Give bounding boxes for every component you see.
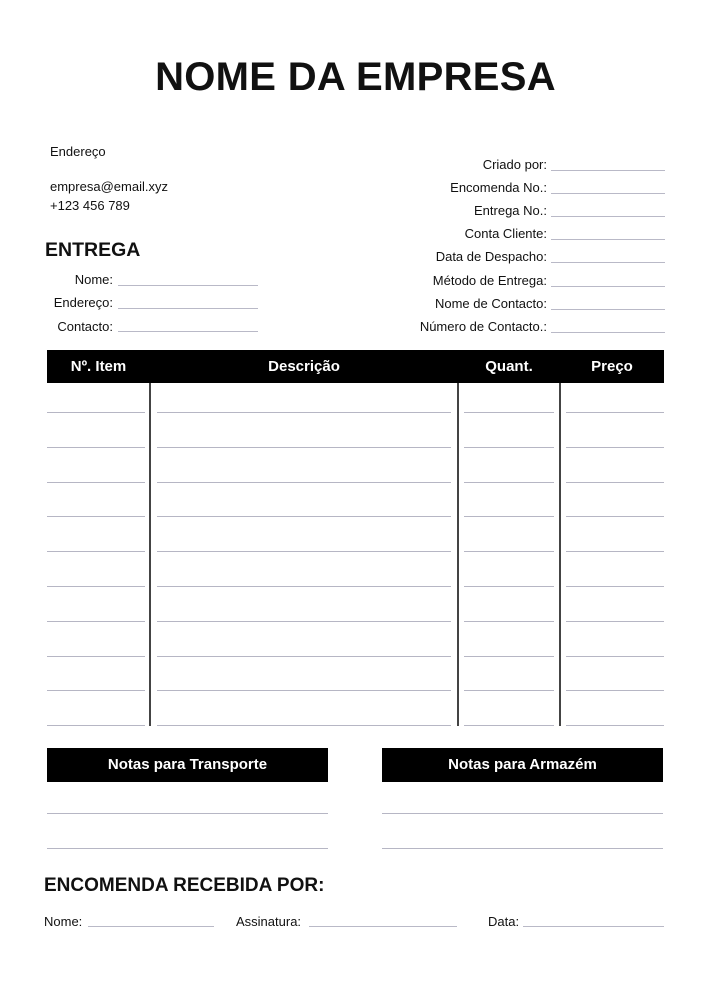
description-cell[interactable] — [157, 447, 451, 448]
column-divider — [457, 383, 459, 726]
signature-label: Assinatura: — [236, 914, 302, 929]
price-cell[interactable] — [566, 621, 664, 622]
company-email: empresa@email.xyz — [50, 179, 168, 194]
order-info-field[interactable] — [551, 193, 665, 194]
description-cell[interactable] — [157, 482, 451, 483]
item-number-cell[interactable] — [47, 725, 145, 726]
price-cell[interactable] — [566, 586, 664, 587]
order-info-field[interactable] — [551, 216, 665, 217]
quantity-cell[interactable] — [464, 690, 554, 691]
description-cell[interactable] — [157, 656, 451, 657]
column-divider — [149, 383, 151, 726]
transport-notes-line[interactable] — [47, 848, 328, 849]
column-description: Descrição — [268, 358, 340, 375]
quantity-cell[interactable] — [464, 412, 554, 413]
received-by-heading: ENCOMENDA RECEBIDA POR: — [44, 875, 325, 896]
signature-field[interactable] — [309, 926, 457, 927]
description-cell[interactable] — [157, 690, 451, 691]
item-number-cell[interactable] — [47, 551, 145, 552]
company-name: NOME DA EMPRESA — [155, 55, 556, 99]
price-cell[interactable] — [566, 412, 664, 413]
item-number-cell[interactable] — [47, 482, 145, 483]
items-table-header — [47, 350, 664, 383]
delivery-name-label: Nome: — [74, 272, 113, 287]
order-info-field[interactable] — [551, 286, 665, 287]
item-number-cell[interactable] — [47, 516, 145, 517]
received-date-label: Data: — [488, 914, 520, 929]
item-number-cell[interactable] — [47, 656, 145, 657]
description-cell[interactable] — [157, 551, 451, 552]
delivery-address-field[interactable] — [118, 308, 258, 309]
order-info-field[interactable] — [551, 262, 665, 263]
description-cell[interactable] — [157, 621, 451, 622]
order-info-label: Método de Entrega: — [432, 273, 547, 288]
order-info-field[interactable] — [551, 170, 665, 171]
price-cell[interactable] — [566, 656, 664, 657]
price-cell[interactable] — [566, 447, 664, 448]
delivery-name-field[interactable] — [118, 285, 258, 286]
column-divider — [559, 383, 561, 726]
warehouse-notes-header: Notas para Armazém — [382, 748, 663, 782]
order-info-field[interactable] — [551, 239, 665, 240]
item-number-cell[interactable] — [47, 690, 145, 691]
quantity-cell[interactable] — [464, 725, 554, 726]
delivery-contact-label: Contacto: — [57, 319, 113, 334]
order-info-label: Nome de Contacto: — [434, 296, 547, 311]
description-cell[interactable] — [157, 586, 451, 587]
warehouse-notes-line[interactable] — [382, 813, 663, 814]
column-item-number: Nº. Item — [70, 358, 127, 375]
quantity-cell[interactable] — [464, 656, 554, 657]
quantity-cell[interactable] — [464, 482, 554, 483]
column-price: Preço — [591, 358, 633, 375]
delivery-contact-field[interactable] — [118, 331, 258, 332]
delivery-address-label: Endereço: — [53, 295, 113, 310]
description-cell[interactable] — [157, 516, 451, 517]
item-number-cell[interactable] — [47, 447, 145, 448]
description-cell[interactable] — [157, 725, 451, 726]
quantity-cell[interactable] — [464, 551, 554, 552]
order-info-label: Data de Despacho: — [435, 249, 547, 264]
order-info-label: Conta Cliente: — [464, 226, 547, 241]
company-address: Endereço — [50, 144, 106, 159]
price-cell[interactable] — [566, 690, 664, 691]
received-date-field[interactable] — [523, 926, 664, 927]
quantity-cell[interactable] — [464, 586, 554, 587]
transport-notes-line[interactable] — [47, 813, 328, 814]
order-info-label: Número de Contacto.: — [419, 319, 547, 334]
price-cell[interactable] — [566, 482, 664, 483]
quantity-cell[interactable] — [464, 621, 554, 622]
item-number-cell[interactable] — [47, 621, 145, 622]
item-number-cell[interactable] — [47, 586, 145, 587]
received-name-label: Nome: — [44, 914, 83, 929]
order-info-field[interactable] — [551, 309, 665, 310]
price-cell[interactable] — [566, 551, 664, 552]
company-phone: +123 456 789 — [50, 198, 130, 213]
received-name-field[interactable] — [88, 926, 214, 927]
order-info-label: Encomenda No.: — [450, 180, 547, 195]
price-cell[interactable] — [566, 725, 664, 726]
quantity-cell[interactable] — [464, 516, 554, 517]
description-cell[interactable] — [157, 412, 451, 413]
warehouse-notes-line[interactable] — [382, 848, 663, 849]
quantity-cell[interactable] — [464, 447, 554, 448]
transport-notes-header: Notas para Transporte — [47, 748, 328, 782]
price-cell[interactable] — [566, 516, 664, 517]
order-info-label: Entrega No.: — [474, 203, 547, 218]
order-info-label: Criado por: — [482, 157, 547, 172]
delivery-heading: ENTREGA — [45, 239, 141, 261]
item-number-cell[interactable] — [47, 412, 145, 413]
order-info-field[interactable] — [551, 332, 665, 333]
column-quantity: Quant. — [485, 358, 533, 375]
